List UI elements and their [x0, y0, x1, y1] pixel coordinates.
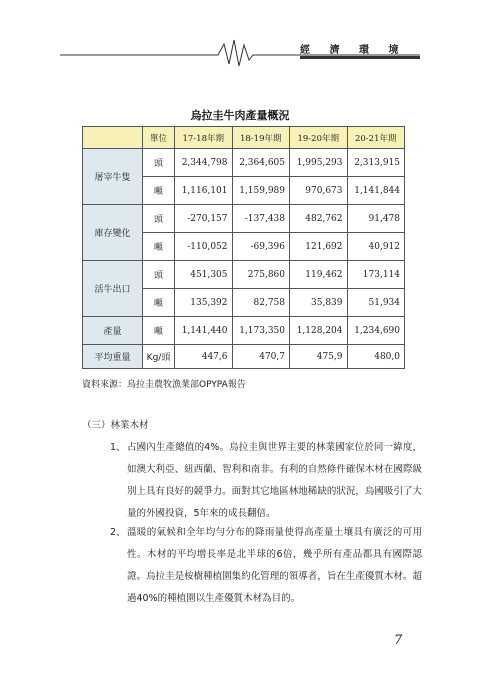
value-cell: 1,173,350	[232, 317, 290, 345]
value-cell: 82,758	[232, 289, 290, 317]
row-label: 平均重量	[83, 345, 143, 369]
page-header	[0, 34, 480, 74]
section-title: 經 濟 環 境	[300, 45, 407, 56]
unit-cell: 噸	[143, 177, 175, 205]
value-cell: 1,159,989	[232, 177, 290, 205]
value-cell: -110,052	[175, 233, 233, 261]
list-item	[110, 437, 422, 525]
section-heading: （三）林業木材	[82, 420, 149, 431]
value-cell: 35,839	[290, 289, 348, 317]
unit-cell: Kg/頭	[143, 345, 175, 369]
table-row	[83, 317, 405, 345]
page-number: 7	[394, 633, 403, 648]
unit-cell: 頭	[143, 205, 175, 233]
column-header: 20-21年期	[347, 127, 405, 149]
value-cell: 475,9	[290, 345, 348, 369]
item-text: 溫暖的氣候和全年均勻分布的降雨量使得高產量土壤具有廣泛的可用性。木材的平均增長率是北半球的6倍，幾乎所有產品都具有國際認證。烏拉圭是桉樹種植園集約化管理的領導者，旨在生產優質木材。超過40%的種植園以生產優質木材為目的。	[127, 527, 422, 604]
unit-cell: 噸	[143, 289, 175, 317]
corner-cell	[83, 127, 143, 149]
value-cell: 2,344,798	[175, 149, 233, 177]
row-label: 庫存變化	[83, 205, 143, 261]
column-header: 18-19年期	[232, 127, 290, 149]
value-cell: 121,692	[290, 233, 348, 261]
value-cell: -270,157	[175, 205, 233, 233]
value-cell: 1,995,293	[290, 149, 348, 177]
table-source-note: 資料來源：烏拉圭農牧漁業部OPYPA報告	[82, 380, 246, 390]
value-cell: 1,141,440	[175, 317, 233, 345]
value-cell: -69,396	[232, 233, 290, 261]
value-cell: 1,141,844	[347, 177, 405, 205]
table-row	[83, 345, 405, 369]
row-label: 屠宰牛隻	[83, 149, 143, 205]
item-number: 1、	[110, 442, 126, 453]
value-cell: 480,0	[347, 345, 405, 369]
value-cell: -137,438	[232, 205, 290, 233]
unit-cell: 頭	[143, 261, 175, 289]
table-title: 烏拉圭牛肉產量概況	[190, 109, 290, 122]
table-row	[83, 149, 405, 177]
value-cell: 447,6	[175, 345, 233, 369]
value-cell: 482,762	[290, 205, 348, 233]
unit-cell: 頭	[143, 149, 175, 177]
value-cell: 173,114	[347, 261, 405, 289]
value-cell: 1,128,204	[290, 317, 348, 345]
value-cell: 275,860	[232, 261, 290, 289]
value-cell: 451,305	[175, 261, 233, 289]
table-row	[83, 205, 405, 233]
value-cell: 970,673	[290, 177, 348, 205]
column-header: 19-20年期	[290, 127, 348, 149]
value-cell: 1,234,690	[347, 317, 405, 345]
column-header: 17-18年期	[175, 127, 233, 149]
value-cell: 40,912	[347, 233, 405, 261]
value-cell: 2,313,915	[347, 149, 405, 177]
value-cell: 91,478	[347, 205, 405, 233]
unit-cell: 噸	[143, 317, 175, 345]
row-label: 活牛出口	[83, 261, 143, 317]
item-text: 占國內生產總值的4%。烏拉圭與世界主要的林業國家位於同一緯度，如澳大利亞、紐西蘭、智利和南非。有利的自然條件確保木材在國際級別上具有良好的競爭力。面對其它地區林地稀缺的狀況，烏國吸引了大量的外國投資，5年來的成長翻倍。	[127, 442, 422, 519]
beef-production-table	[82, 126, 405, 369]
column-header: 單位	[143, 127, 175, 149]
item-number: 2、	[110, 527, 126, 538]
value-cell: 1,116,101	[175, 177, 233, 205]
table-row	[83, 261, 405, 289]
value-cell: 470,7	[232, 345, 290, 369]
value-cell: 119,462	[290, 261, 348, 289]
value-cell: 2,364,605	[232, 149, 290, 177]
value-cell: 51,934	[347, 289, 405, 317]
list-item	[110, 522, 422, 610]
unit-cell: 噸	[143, 233, 175, 261]
table-header-row	[83, 127, 405, 149]
value-cell: 135,392	[175, 289, 233, 317]
row-label: 產量	[83, 317, 143, 345]
